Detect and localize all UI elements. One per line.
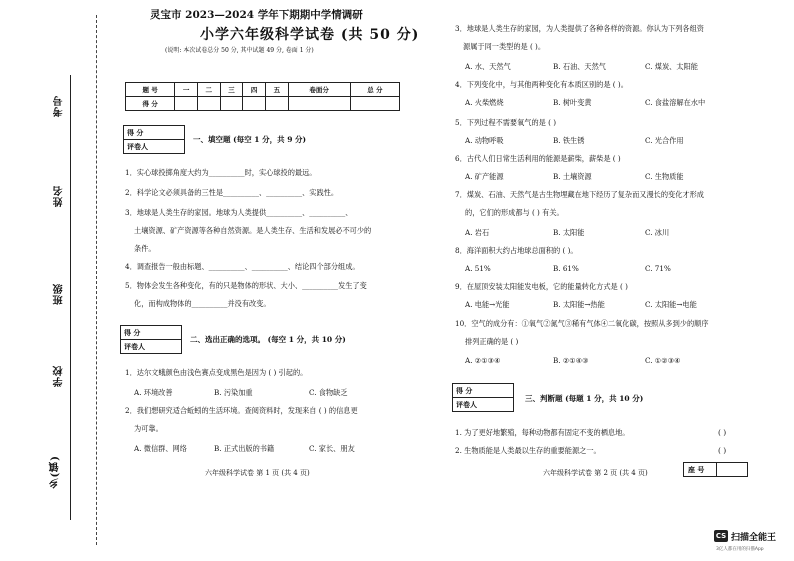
grader-box-1 [123, 125, 185, 154]
option-c[interactable]: C. 煤炭、太阳能 [645, 62, 698, 71]
option-c[interactable]: C. 太阳能→电能 [645, 300, 697, 309]
s2-question-10: 10．空气的成分有：①氧气②氮气③稀有气体④二氧化碳，按照从多到少的顺序 [455, 319, 709, 328]
option-b[interactable]: B. 铁生锈 [553, 136, 585, 145]
section3-title: 三、判断题 (每题 1 分，共 10 分) [525, 394, 644, 403]
page1-footer: 六年级科学试卷 第 1 页 (共 4 页) [205, 469, 310, 477]
grader-label: 评卷人 [453, 398, 514, 412]
s2-q3-options [465, 62, 698, 72]
camscanner-name: 扫描全能王 [731, 533, 777, 543]
option-c[interactable]: C. 食物缺乏 [309, 388, 348, 397]
s1-question-5: 5．物体会发生各种变化，有的只是物体的形状、大小、__________发生了变 [125, 281, 367, 290]
score-cell: 题 号 [126, 83, 175, 97]
exam-note: (说明: 本次试卷总分 50 分, 其中试题 49 分, 卷面 1 分) [165, 47, 314, 54]
seat-input[interactable] [717, 463, 748, 477]
score-cell: 四 [243, 83, 266, 97]
s2-question-2-cont: 为可靠。 [134, 424, 163, 433]
s2-q7-options [465, 228, 669, 238]
score-table [125, 82, 400, 111]
s2-question-5: 5．下列过程不需要氧气的是 ( ) [455, 118, 557, 127]
exam-subtitle: 灵宝市 2023—2024 学年下期期中学情调研 [150, 9, 363, 21]
label-xiangzhen: 乡(镇) [50, 455, 61, 489]
option-c[interactable]: C. 家长、朋友 [309, 444, 355, 453]
score-input-cell[interactable] [265, 97, 288, 111]
s2-question-7-cont: 的，它们的形成都与 ( ) 有关。 [465, 208, 564, 217]
s2-q4-options [465, 98, 705, 108]
s2-question-9: 9．在屋顶安装太阳能发电板，它的能量转化方式是 ( ) [455, 282, 628, 291]
s2-question-4: 4．下列变化中，与其他两种变化有本质区别的是 ( )。 [455, 80, 628, 89]
label-xuexiao: 学校 [54, 365, 65, 387]
binding-line [70, 240, 71, 330]
score-input-cell[interactable] [220, 97, 243, 111]
option-c[interactable]: C. 食盐溶解在水中 [645, 98, 706, 107]
s2-q5-options [465, 136, 684, 146]
score-cell: 三 [220, 83, 243, 97]
exam-title: 小学六年级科学试卷 (共 50 分) [200, 27, 420, 43]
option-b[interactable]: B. 污染加重 [214, 388, 253, 397]
option-b[interactable]: B. 石油、天然气 [553, 62, 606, 71]
s1-question-3-cont: 土壤资源、矿产资源等各种自然资源。是人类生存、生活和发展必不可少的 [134, 226, 372, 235]
option-a[interactable]: A. ②①③④ [465, 356, 501, 365]
option-b[interactable]: B. 太阳能→热能 [553, 300, 605, 309]
s2-question-10-cont: 排列正确的是 ( ) [465, 337, 519, 346]
s2-q6-options [465, 172, 684, 182]
option-a[interactable]: A. 火柴燃烧 [465, 98, 504, 107]
s2-q10-options [465, 356, 681, 365]
grader-score-label: 得 分 [453, 384, 514, 398]
camscanner-logo-icon: CS [715, 532, 727, 540]
score-input-cell[interactable] [350, 97, 399, 111]
s2-q8-options [465, 264, 671, 273]
grader-box-2 [120, 325, 182, 354]
s2-question-3-cont: 源属于同一类型的是 ( )。 [463, 42, 546, 51]
score-table-header-row [126, 83, 400, 97]
s2-question-3: 3．地球是人类生存的家园，为人类提供了各种各样的资源。你认为下列各组资 [455, 24, 704, 33]
binding-cut-line [96, 15, 97, 545]
score-input-cell[interactable] [197, 97, 220, 111]
page2-footer: 六年级科学试卷 第 2 页 (共 4 页) [543, 469, 648, 477]
s2-q2-options [134, 444, 355, 454]
label-banji: 班级 [54, 283, 65, 305]
grader-label: 评卷人 [121, 340, 182, 354]
answer-parentheses[interactable]: ( ) [718, 428, 727, 437]
option-a[interactable]: A. 微信群、网络 [134, 444, 187, 453]
option-a[interactable]: A. 岩石 [465, 228, 490, 237]
score-cell: 一 [175, 83, 198, 97]
score-table-value-row [126, 97, 400, 111]
grader-label: 评卷人 [124, 140, 185, 154]
s2-question-6: 6．古代人们日常生活利用的能源是薪柴，薪柴是 ( ) [455, 154, 621, 163]
s1-question-5-cont: 化，而构成物体的__________并没有改变。 [134, 299, 271, 308]
option-c[interactable]: C. 生物质能 [645, 172, 684, 181]
s3-question-1: 1. 为了更好地繁殖，每种动物都有固定不变的栖息地。 [455, 428, 630, 437]
s2-question-8: 8．海洋面积大约占地球总面积的 ( )。 [455, 246, 578, 255]
option-b[interactable]: B. 61% [553, 264, 579, 273]
score-cell: 二 [197, 83, 220, 97]
grader-score-label: 得 分 [121, 326, 182, 340]
option-b[interactable]: B. 土壤资源 [553, 172, 592, 181]
s1-question-1: 1．实心球投掷角度大约为__________时，实心球投的最远。 [125, 168, 317, 177]
answer-parentheses[interactable]: ( ) [718, 446, 727, 455]
score-cell: 总 分 [350, 83, 399, 97]
option-a[interactable]: A. 电能→光能 [465, 300, 510, 309]
option-c[interactable]: C. 光合作用 [645, 136, 684, 145]
score-cell: 五 [265, 83, 288, 97]
option-c[interactable]: C. ①②③④ [645, 356, 681, 365]
score-input-cell[interactable] [243, 97, 266, 111]
s2-q9-options [465, 300, 697, 310]
section1-title: 一、填空题 (每空 1 分，共 9 分) [193, 135, 307, 144]
seat-label: 座 号 [684, 463, 717, 477]
label-xingming: 姓名 [54, 185, 65, 207]
section2-title: 二、选出正确的选项。 (每空 1 分，共 10 分) [190, 335, 346, 344]
s1-question-4: 4．调查报告一般由标题、__________、__________、结论四个部分组成。 [125, 262, 360, 271]
grader-box-3 [452, 383, 514, 412]
s2-question-1: 1．达尔文蛾颜色由浅色赛点变成黑色是因为 ( ) 引起的。 [125, 368, 308, 377]
option-b[interactable]: B. 树叶变黄 [553, 98, 592, 107]
option-c[interactable]: C. 冰川 [645, 228, 670, 237]
score-cell: 得 分 [126, 97, 175, 111]
option-a[interactable]: A. 水、天然气 [465, 62, 511, 71]
binding-line [70, 330, 71, 440]
s3-question-2: 2. 生物质能是人类最以生存的重要能源之一。 [455, 446, 601, 455]
seat-number-box [683, 462, 748, 477]
option-a[interactable]: A. 动物呼吸 [465, 136, 504, 145]
score-input-cell[interactable] [175, 97, 198, 111]
s1-question-3: 3．地球是人类生存的家园。地球为人类提供__________、__________、 [125, 208, 353, 217]
option-a[interactable]: A. 51% [465, 264, 491, 273]
option-a[interactable]: A. 环境改善 [134, 388, 173, 397]
binding-line [70, 440, 71, 520]
s2-question-2: 2．我们想研究适合蚯蚓的生活环境。查阅资料时，发现来自 ( ) 的信息更 [125, 406, 358, 415]
camscanner-tagline: 3亿人都在用的扫描App [716, 547, 764, 552]
s2-q1-options [134, 388, 348, 398]
option-b[interactable]: B. 正式出版的书籍 [214, 444, 275, 453]
label-kaohao: 考号 [54, 95, 65, 117]
option-b[interactable]: B. 太阳能 [553, 228, 585, 237]
grader-score-label: 得 分 [124, 126, 185, 140]
option-b[interactable]: B. ②①④③ [553, 356, 589, 365]
score-input-cell[interactable] [288, 97, 350, 111]
score-cell: 卷面分 [288, 83, 350, 97]
option-a[interactable]: A. 矿产能源 [465, 172, 504, 181]
s1-question-2: 2．科学论文必须具备的三性是__________、__________、实践性。 [125, 188, 339, 197]
s1-question-3-cont: 条件。 [134, 244, 156, 253]
s2-question-7: 7．煤炭、石油、天然气是古生物埋藏在地下经历了复杂而又漫长的变化才形成 [455, 190, 704, 199]
binding-line [70, 150, 71, 250]
option-c[interactable]: C. 71% [645, 264, 671, 273]
